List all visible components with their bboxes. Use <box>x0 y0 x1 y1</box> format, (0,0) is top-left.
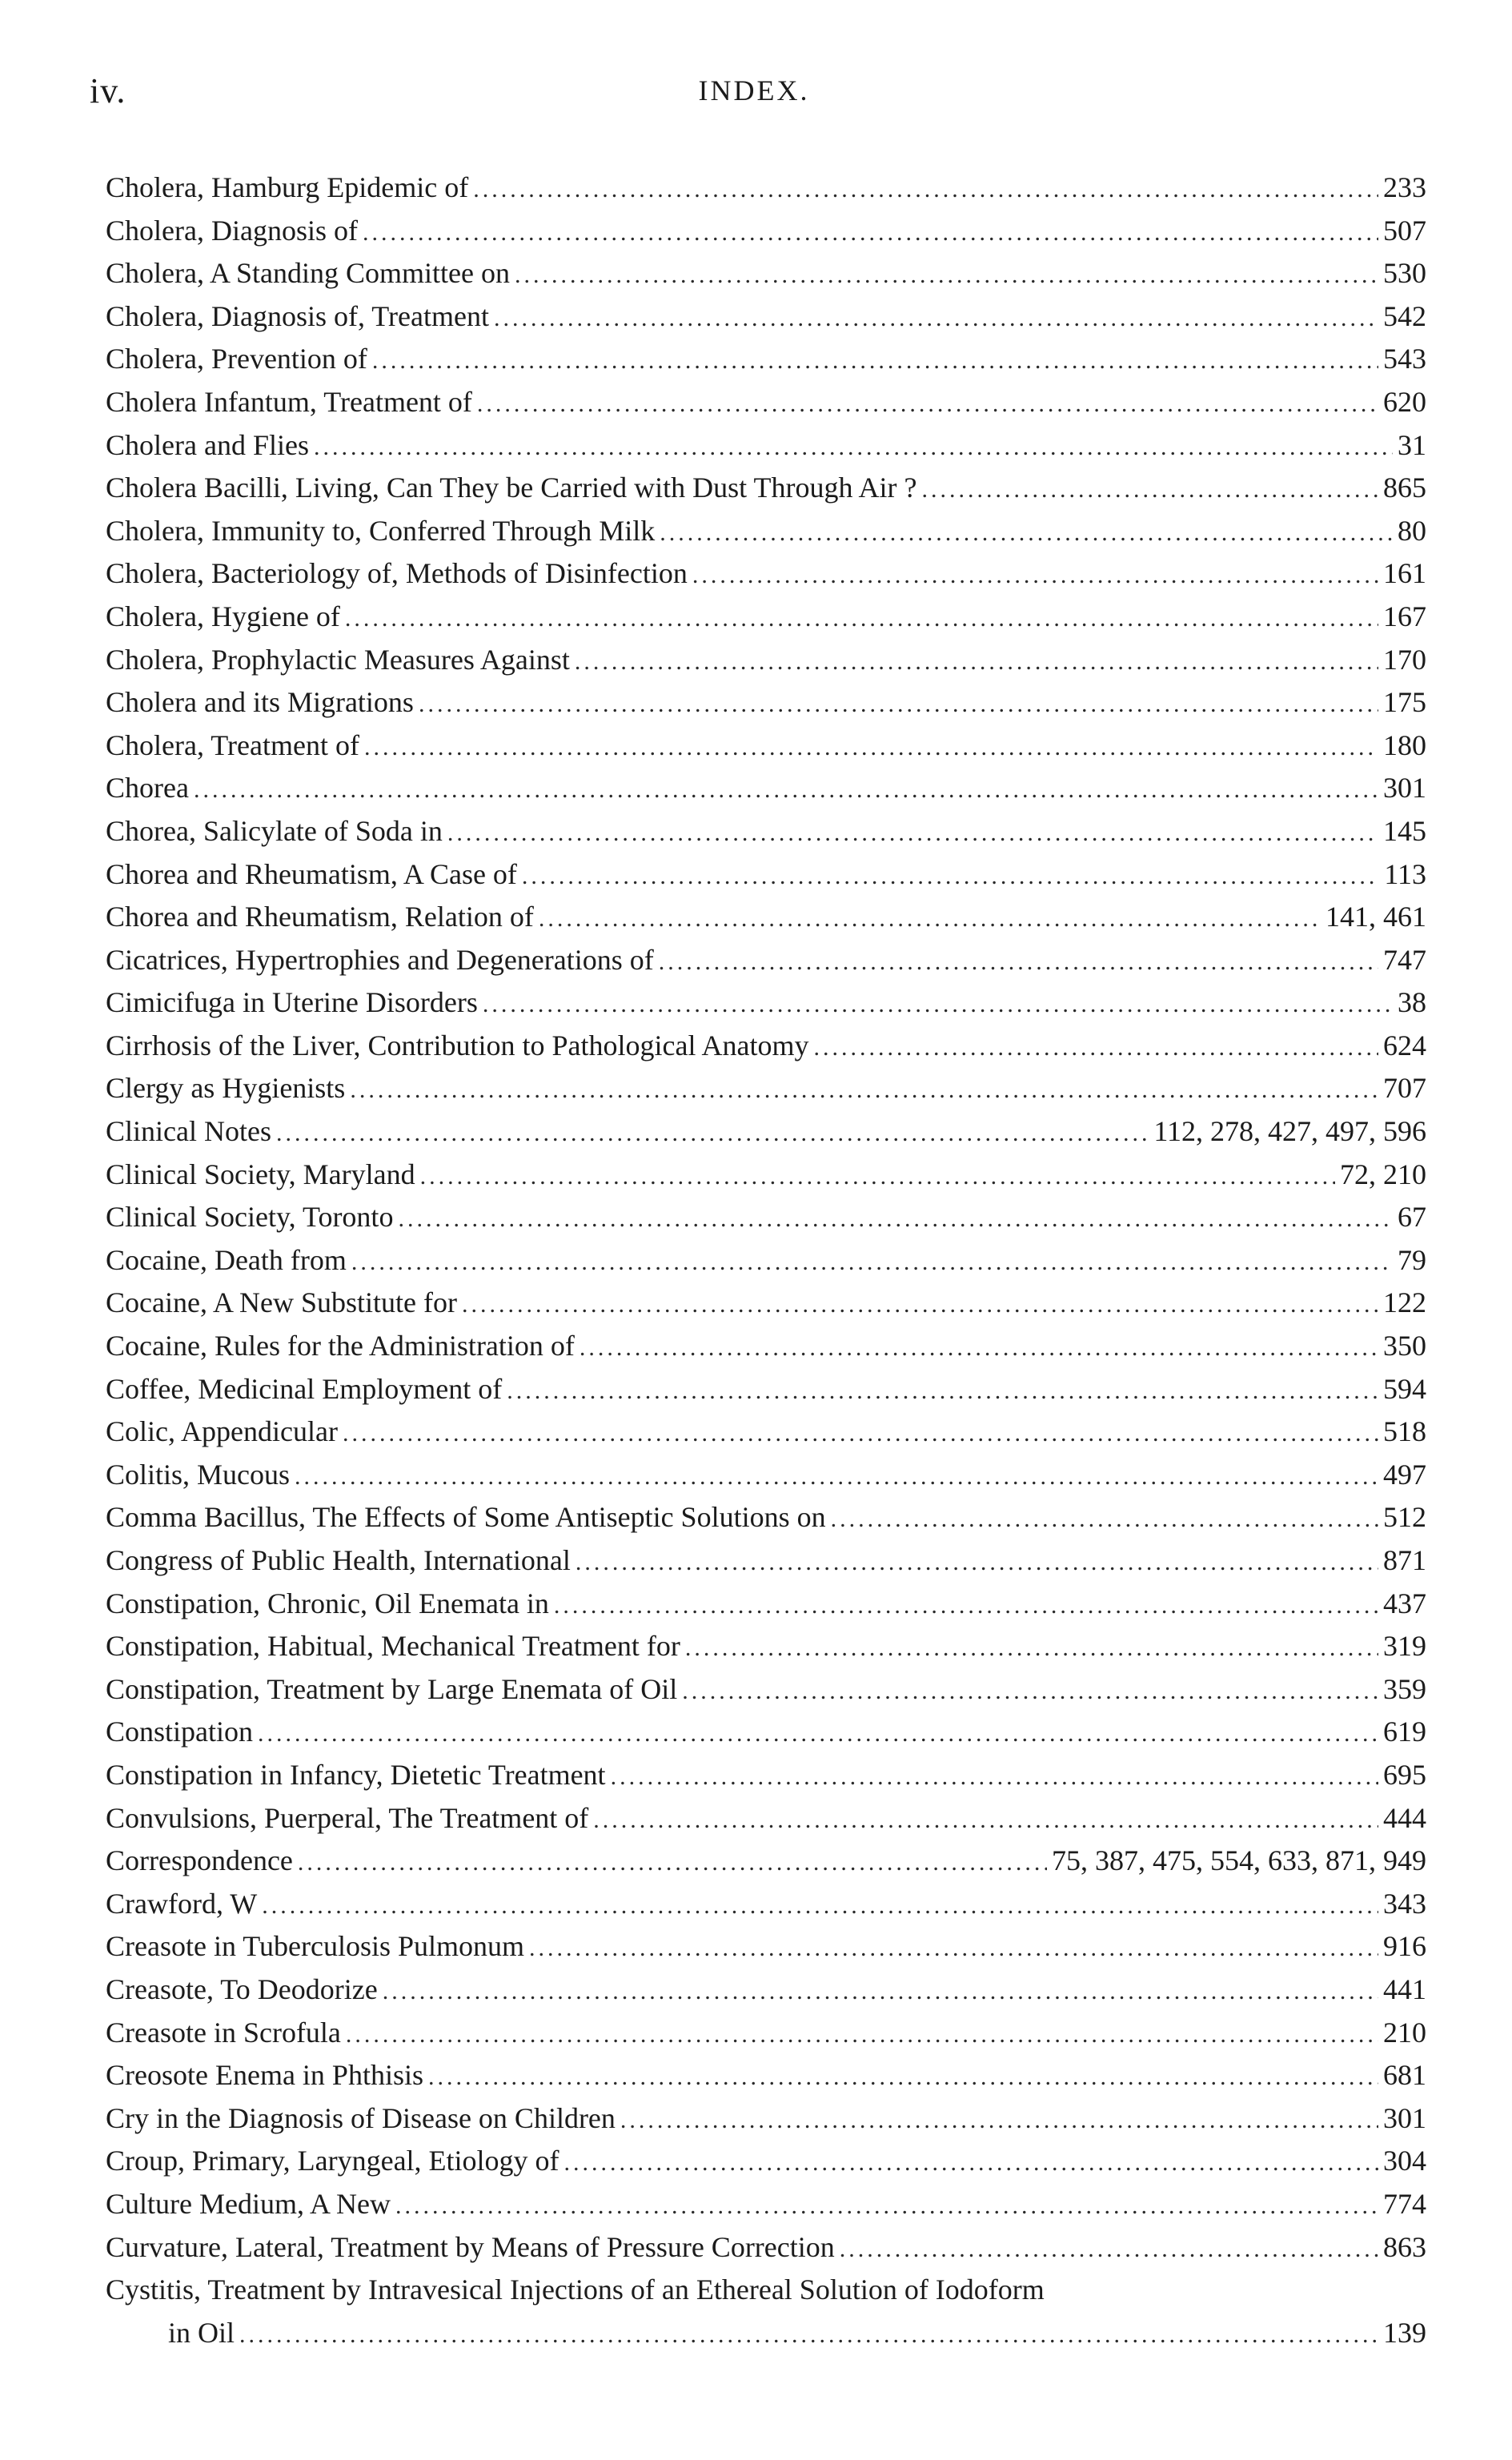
index-entry-term: Chorea and Rheumatism, A Case of <box>106 857 517 890</box>
dot-leader <box>383 1970 1378 2013</box>
index-entry-pages: 619 <box>1383 1716 1426 1748</box>
page-header <box>90 70 1418 118</box>
dot-leader <box>295 1455 1378 1499</box>
index-entry-term: Cholera Bacilli, Living, Can They be Carried with Dust Through Air ? <box>106 472 917 504</box>
dot-leader <box>428 2056 1378 2099</box>
index-entry-pages: 707 <box>1383 1072 1426 1105</box>
index-entry-pages: 301 <box>1383 772 1426 805</box>
index-entry <box>106 1282 1426 1325</box>
index-entry-pages: 512 <box>1383 1501 1426 1534</box>
dot-leader <box>262 1884 1378 1928</box>
index-entry-pages: 518 <box>1383 1415 1426 1448</box>
index-entry-term: Chorea and Rheumatism, Relation of <box>106 901 534 933</box>
dot-leader <box>258 1712 1378 1756</box>
index-entry-pages: 122 <box>1383 1286 1426 1319</box>
dot-leader <box>575 640 1378 684</box>
page-number: iv. <box>90 71 126 110</box>
dot-leader <box>840 2228 1378 2271</box>
index-entry-pages: 441 <box>1383 1972 1426 2005</box>
index-entry-term: Creasote in Scrofula <box>106 2016 341 2049</box>
index-entry-term: Constipation, Habitual, Mechanical Treatment for <box>106 1630 680 1663</box>
index-entry <box>106 1968 1426 2012</box>
index-entry <box>106 210 1426 253</box>
index-entry-pages: 620 <box>1383 385 1426 418</box>
index-entry <box>106 724 1426 768</box>
index-entry <box>106 2012 1426 2055</box>
index-entry <box>106 381 1426 424</box>
index-entry-term: Cholera, Prevention of <box>106 343 367 375</box>
index-entry <box>106 596 1426 639</box>
index-entry-pages: 507 <box>1383 214 1426 247</box>
index-entry <box>106 1625 1426 1668</box>
index-entry-term: Cholera, Immunity to, Conferred Through Milk <box>106 514 656 547</box>
index-entry-term: Cholera, Bacteriology of, Methods of Disinfection <box>106 557 688 590</box>
index-entry <box>106 1754 1426 1797</box>
index-entry-pages: 865 <box>1383 472 1426 504</box>
index-entry-pages: 139 <box>1383 2316 1426 2349</box>
dot-leader <box>692 554 1378 597</box>
index-entry <box>106 2054 1426 2097</box>
index-entry-term: Curvature, Lateral, Treatment by Means of Pressure Correction <box>106 2230 835 2263</box>
index-entry <box>106 1496 1426 1539</box>
dot-leader <box>239 2314 1378 2357</box>
dot-leader <box>522 855 1379 898</box>
index-entry-pages: 319 <box>1383 1630 1426 1663</box>
index-entry-pages: 695 <box>1383 1758 1426 1791</box>
dot-leader <box>462 1283 1378 1326</box>
index-entry <box>106 1883 1426 1926</box>
index-entry-term: Crawford, W <box>106 1887 258 1920</box>
running-head-title: INDEX. <box>698 74 810 106</box>
index-entry <box>106 681 1426 724</box>
index-entry-pages: 542 <box>1383 299 1426 332</box>
index-entry <box>106 767 1426 810</box>
index-entry-pages: 747 <box>1383 943 1426 976</box>
index-entry-term: Comma Bacillus, The Effects of Some Antiseptic Solutions on <box>106 1501 826 1534</box>
dot-leader <box>477 383 1378 426</box>
index-entry <box>106 1539 1426 1583</box>
index-entry <box>106 1196 1426 1239</box>
index-entry <box>106 981 1426 1025</box>
index-entry-pages: 175 <box>1383 686 1426 719</box>
index-entry-term: Cholera, Hamburg Epidemic of <box>106 171 469 203</box>
dot-leader <box>276 1112 1149 1155</box>
dot-leader <box>298 1841 1047 1884</box>
dot-leader <box>660 512 1393 555</box>
index-entry <box>106 1368 1426 1411</box>
index-entry-pages: 31 <box>1398 428 1426 461</box>
index-entry <box>106 1325 1426 1368</box>
dot-leader <box>483 983 1393 1026</box>
dot-leader <box>395 2185 1378 2228</box>
index-entry-term: Chorea <box>106 772 189 805</box>
dot-leader <box>831 1498 1378 1541</box>
dot-leader <box>398 1198 1393 1241</box>
index-entry-pages: 79 <box>1398 1243 1426 1276</box>
index-entry-pages: 80 <box>1398 514 1426 547</box>
index-entry-term: Cholera, A Standing Committee on <box>106 257 510 290</box>
index-entry-list <box>106 167 1426 2354</box>
index-entry-term: Cocaine, A New Substitute for <box>106 1286 457 1319</box>
index-entry <box>106 1411 1426 1454</box>
index-entry-term: Colic, Appendicular <box>106 1415 338 1448</box>
index-entry-pages: 624 <box>1383 1029 1426 1061</box>
dot-leader <box>343 1412 1378 1455</box>
dot-leader <box>363 211 1378 255</box>
index-entry-pages: 543 <box>1383 343 1426 375</box>
index-entry-term: Constipation, Chronic, Oil Enemata in <box>106 1587 549 1619</box>
index-entry <box>106 2226 1426 2269</box>
index-entry-pages: 304 <box>1383 2145 1426 2177</box>
index-entry-pages: 167 <box>1383 600 1426 632</box>
dot-leader <box>346 2013 1378 2057</box>
index-entry-term: Clergy as Hygienists <box>106 1072 346 1105</box>
index-entry-pages: 359 <box>1383 1672 1426 1705</box>
index-entry-pages: 233 <box>1383 171 1426 203</box>
index-entry-term: in Oil <box>168 2316 235 2349</box>
dot-leader <box>364 726 1378 769</box>
index-entry-term: Colitis, Mucous <box>106 1458 291 1491</box>
index-entry <box>106 853 1426 897</box>
index-entry <box>106 2269 1426 2312</box>
dot-leader <box>194 768 1378 812</box>
index-entry-pages: 871 <box>1383 1544 1426 1576</box>
index-entry <box>106 2140 1426 2183</box>
index-entry-pages: 774 <box>1383 2187 1426 2220</box>
index-entry-term: Congress of Public Health, International <box>106 1544 571 1576</box>
index-entry <box>106 1711 1426 1754</box>
index-entry <box>106 1925 1426 1968</box>
dot-leader <box>473 168 1378 211</box>
index-entry-term: Clinical Society, Maryland <box>106 1158 415 1190</box>
dot-leader <box>351 1241 1393 1284</box>
index-entry-term: Cholera, Hygiene of <box>106 600 340 632</box>
index-entry-pages: 113 <box>1384 857 1426 890</box>
index-entry <box>106 2312 1426 2355</box>
index-entry-term: Cholera, Prophylactic Measures Against <box>106 643 570 676</box>
dot-leader <box>593 1799 1378 1842</box>
index-entry-pages: 67 <box>1398 1201 1426 1234</box>
index-entry-pages: 180 <box>1383 728 1426 761</box>
index-entry-term: Convulsions, Puerperal, The Treatment of <box>106 1801 589 1834</box>
index-entry-term: Cholera Infantum, Treatment of <box>106 385 472 418</box>
dot-leader <box>494 297 1378 340</box>
index-entry-pages: 343 <box>1383 1887 1426 1920</box>
dot-leader <box>685 1627 1378 1670</box>
index-entry-term: Creasote in Tuberculosis Pulmonum <box>106 1930 525 1963</box>
index-entry <box>106 424 1426 468</box>
index-entry-pages: 210 <box>1383 2016 1426 2049</box>
index-entry-pages: 681 <box>1383 2059 1426 2092</box>
index-entry-pages: 141, 461 <box>1326 901 1426 933</box>
index-entry-pages: 75, 387, 475, 554, 633, 871, 949 <box>1052 1844 1426 1877</box>
dot-leader <box>507 1370 1378 1413</box>
index-entry <box>106 1583 1426 1626</box>
index-entry <box>106 252 1426 295</box>
index-entry <box>106 1454 1426 1497</box>
index-entry <box>106 1067 1426 1110</box>
dot-leader <box>372 339 1378 383</box>
index-entry <box>106 1840 1426 1883</box>
index-entry <box>106 2183 1426 2226</box>
index-entry-pages: 161 <box>1383 557 1426 590</box>
index-entry <box>106 896 1426 939</box>
index-entry <box>106 167 1426 210</box>
dot-leader <box>420 1155 1335 1198</box>
index-entry <box>106 338 1426 381</box>
index-entry-term: Cocaine, Rules for the Administration of <box>106 1330 575 1362</box>
index-entry-term: Cholera, Treatment of <box>106 728 359 761</box>
index-entry-pages: 916 <box>1383 1930 1426 1963</box>
dot-leader <box>447 812 1378 855</box>
dot-leader <box>419 683 1378 726</box>
dot-leader <box>620 2099 1378 2142</box>
index-entry-term: Cystitis, Treatment by Intravesical Injections of an Ethereal Solution of Iodoform <box>106 2273 1045 2306</box>
index-entry-pages: 112, 278, 427, 497, 596 <box>1153 1115 1426 1148</box>
index-entry-term: Constipation in Infancy, Dietetic Treatment <box>106 1758 606 1791</box>
index-entry-term: Culture Medium, A New <box>106 2187 391 2220</box>
index-entry-pages: 530 <box>1383 257 1426 290</box>
dot-leader <box>564 2141 1378 2185</box>
index-entry-term: Creosote Enema in Phthisis <box>106 2059 423 2092</box>
index-entry-term: Chorea, Salicylate of Soda in <box>106 814 443 847</box>
index-entry-term: Cimicifuga in Uterine Disorders <box>106 986 478 1019</box>
index-entry <box>106 1797 1426 1840</box>
index-entry-pages: 594 <box>1383 1372 1426 1405</box>
index-entry-term: Constipation <box>106 1716 254 1748</box>
dot-leader <box>554 1584 1378 1627</box>
index-entry <box>106 1668 1426 1712</box>
index-entry-pages: 437 <box>1383 1587 1426 1619</box>
index-entry-term: Cholera, Diagnosis of <box>106 214 358 247</box>
index-entry-term: Coffee, Medicinal Employment of <box>106 1372 503 1405</box>
dot-leader <box>682 1670 1378 1713</box>
index-entry-pages: 72, 210 <box>1340 1158 1426 1190</box>
index-entry <box>106 639 1426 682</box>
index-entry <box>106 552 1426 596</box>
dot-leader <box>921 468 1378 512</box>
dot-leader <box>580 1326 1378 1370</box>
index-entry <box>106 510 1426 553</box>
index-entry-term: Cholera and Flies <box>106 428 309 461</box>
index-entry-term: Cicatrices, Hypertrophies and Degenerations of <box>106 943 654 976</box>
index-entry <box>106 295 1426 339</box>
index-entry-term: Clinical Notes <box>106 1115 271 1148</box>
index-entry-pages: 497 <box>1383 1458 1426 1491</box>
index-entry-pages: 145 <box>1383 814 1426 847</box>
index-entry <box>106 939 1426 982</box>
index-entry <box>106 1110 1426 1154</box>
dot-leader <box>515 254 1378 297</box>
index-entry-pages: 38 <box>1398 986 1426 1019</box>
index-entry-term: Croup, Primary, Laryngeal, Etiology of <box>106 2145 559 2177</box>
dot-leader <box>314 426 1393 469</box>
dot-leader <box>659 941 1378 984</box>
index-entry-term: Cocaine, Death from <box>106 1243 347 1276</box>
index-entry-term: Creasote, To Deodorize <box>106 1972 378 2005</box>
index-entry-term: Cholera and its Migrations <box>106 686 414 719</box>
dot-leader <box>813 1026 1378 1069</box>
dot-leader <box>345 597 1378 640</box>
index-entry-pages: 863 <box>1383 2230 1426 2263</box>
index-entry-pages: 301 <box>1383 2101 1426 2134</box>
index-entry <box>106 810 1426 853</box>
index-entry-pages: 170 <box>1383 643 1426 676</box>
index-entry-term: Cholera, Diagnosis of, Treatment <box>106 299 489 332</box>
dot-leader <box>539 897 1321 941</box>
dot-leader <box>576 1541 1378 1584</box>
index-entry <box>106 467 1426 510</box>
dot-leader <box>350 1069 1378 1112</box>
index-entry-pages: 444 <box>1383 1801 1426 1834</box>
index-entry <box>106 2097 1426 2141</box>
index-entry-term: Constipation, Treatment by Large Enemata of Oil <box>106 1672 678 1705</box>
dot-leader <box>529 1927 1378 1970</box>
dot-leader <box>611 1756 1378 1799</box>
index-entry-term: Clinical Society, Toronto <box>106 1201 394 1234</box>
index-entry <box>106 1239 1426 1282</box>
index-entry-term: Correspondence <box>106 1844 293 1877</box>
index-entry-pages: 350 <box>1383 1330 1426 1362</box>
index-entry-term: Cirrhosis of the Liver, Contribution to Pathological Anatomy <box>106 1029 809 1061</box>
index-entry <box>106 1025 1426 1068</box>
index-entry <box>106 1154 1426 1197</box>
index-entry-term: Cry in the Diagnosis of Disease on Children <box>106 2101 616 2134</box>
